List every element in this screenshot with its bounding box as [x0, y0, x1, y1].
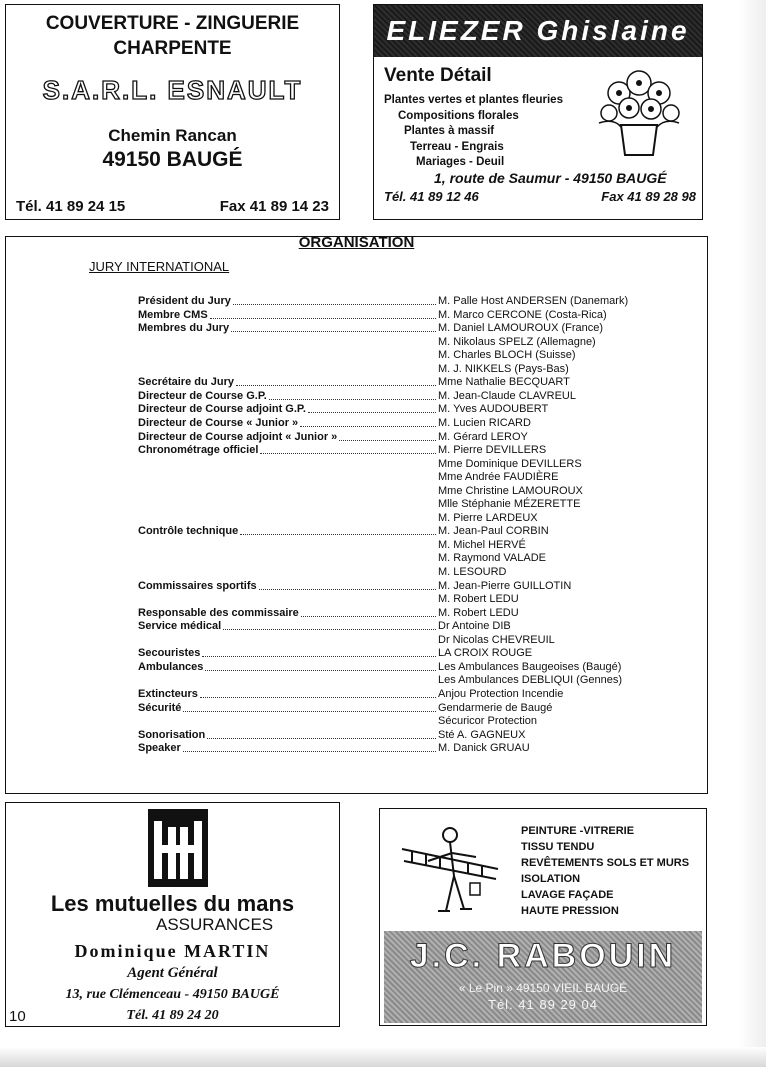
ad-eliezer-item: Plantes vertes et plantes fleuries [384, 94, 563, 106]
page-edge-shadow [738, 0, 766, 1067]
dot-leader [202, 646, 436, 657]
organisation-role: Sonorisation [138, 728, 206, 741]
ad-mutuelles-role: Agent Général [127, 965, 218, 981]
ad-couverture [5, 4, 340, 220]
organisation-role: Directeur de Course adjoint G.P. [138, 403, 306, 416]
ad-mutuelles-sub: ASSURANCES [156, 915, 274, 934]
ad-eliezer-items [384, 93, 563, 171]
organisation-person: M. Charles BLOCH (Suisse) [438, 349, 576, 362]
ad-eliezer [373, 4, 703, 220]
organisation-title: ORGANISATION [298, 234, 415, 251]
organisation-person: Dr Nicolas CHEVREUIL [438, 633, 555, 646]
organisation-person: M. Gérard LEROY [438, 430, 528, 443]
organisation-person: Mme Nathalie BECQUART [438, 376, 570, 389]
dot-leader [300, 416, 436, 427]
organisation-role: Directeur de Course « Junior » [138, 416, 299, 429]
organisation-person: M. Michel HERVÉ [438, 538, 526, 551]
organisation-person: LA CROIX ROUGE [438, 647, 533, 660]
organisation-person: M. Nikolaus SPELZ (Allemagne) [438, 335, 596, 348]
organisation-role: Sécurité [138, 701, 182, 714]
dot-leader [233, 294, 436, 305]
organisation-person: M. Pierre DEVILLERS [438, 444, 547, 457]
ad-couverture-fax: Fax 41 89 14 23 [219, 198, 329, 215]
ad-eliezer-item: Compositions florales [398, 109, 519, 122]
organisation-person: Mme Andrée FAUDIÈRE [438, 471, 559, 484]
organisation-person: M. Jean-Claude CLAVREUL [438, 389, 576, 402]
dot-leader [308, 402, 436, 413]
page-number: 10 [9, 1008, 26, 1025]
ad-eliezer-item: Terreau - Engrais [410, 140, 504, 153]
organisation-role: Président du Jury [138, 295, 231, 307]
dot-leader [260, 443, 436, 454]
ad-mutuelles-tel: Tél. 41 89 24 20 [126, 1008, 219, 1023]
organisation-person: M. Robert LEDU [438, 593, 519, 606]
ad-rabouin-tel: Tél. 41 89 29 04 [488, 997, 598, 1012]
organisation-person: M. LESOURD [438, 566, 507, 578]
dot-leader [236, 375, 436, 386]
ad-couverture-company: S.A.R.L. ESNAULT [42, 75, 303, 105]
organisation-person: Mme Christine LAMOUROUX [438, 484, 583, 497]
organisation-person: M. Palle Host ANDERSEN (Danemark) [438, 295, 629, 307]
organisation-role: Speaker [138, 742, 181, 755]
ad-couverture-city: 49150 BAUGÉ [102, 148, 243, 171]
dot-leader [205, 660, 436, 671]
organisation-person: Les Ambulances DEBLIQUI (Gennes) [438, 674, 623, 687]
ad-eliezer-address: 1, route de Saumur - 49150 BAUGÉ [434, 170, 667, 186]
organisation-role: Secouristes [138, 647, 201, 660]
ad-mutuelles-agent: Dominique MARTIN [74, 941, 271, 961]
dot-leader [231, 321, 436, 332]
organisation-role: Responsable des commissaire [138, 606, 299, 619]
organisation-role: Membre CMS [138, 308, 208, 321]
organisation-person: M. Robert LEDU [438, 606, 519, 619]
mm-logo-icon [146, 807, 210, 889]
organisation-role: Chronométrage officiel [138, 444, 259, 457]
ad-couverture-line1: COUVERTURE - ZINGUERIE [45, 13, 300, 34]
organisation-person: Les Ambulances Baugeoises (Baugé) [438, 660, 622, 673]
ad-eliezer-tel: Tél. 41 89 12 46 [384, 189, 479, 204]
dot-leader [223, 619, 436, 630]
organisation-person: M. Jean-Pierre GUILLOTIN [438, 579, 572, 592]
organisation-role: Ambulances [138, 660, 204, 673]
ad-couverture-tel: Tél. 41 89 24 15 [16, 198, 126, 215]
organisation-person: M. Yves AUDOUBERT [438, 403, 549, 416]
ad-eliezer-banner [374, 5, 702, 57]
dot-leader [183, 741, 436, 752]
dot-leader [207, 728, 436, 739]
organisation-role: Directeur de Course G.P. [138, 389, 267, 402]
ad-rabouin-service: TISSU TENDU [521, 841, 595, 853]
dot-leader [339, 430, 436, 441]
ad-rabouin-name: J.C. RABOUIN [409, 937, 677, 975]
ad-rabouin-address: « Le Pin » 49150 VIEIL BAUGÉ [458, 981, 628, 995]
organisation-role: Membres du Jury [138, 322, 230, 335]
ad-mutuelles-address: 13, rue Clémenceau - 49150 BAUGÉ [65, 987, 280, 1002]
organisation-person: M. Pierre LARDEUX [438, 511, 538, 524]
dot-leader [200, 687, 436, 698]
ad-eliezer-item: Plantes à massif [404, 125, 495, 137]
ad-eliezer-fax: Fax 41 89 28 98 [601, 189, 696, 204]
ad-rabouin [379, 808, 707, 1026]
ad-eliezer-heading: Vente Détail [384, 65, 492, 86]
ad-rabouin-banner [384, 931, 702, 1023]
organisation-subtitle: JURY INTERNATIONAL [89, 259, 230, 274]
organisation-person: M. Lucien RICARD [438, 416, 531, 429]
organisation-person: Sté A. GAGNEUX [438, 728, 526, 741]
ad-eliezer-name: ELIEZER Ghislaine [386, 15, 690, 46]
ad-mutuelles [5, 802, 340, 1027]
organisation-role: Commissaires sportifs [138, 579, 257, 592]
organisation-person: M. Marco CERCONE (Costa-Rica) [438, 308, 607, 321]
ad-rabouin-service: LAVAGE FAÇADE [521, 889, 614, 901]
organisation-role: Secrétaire du Jury [138, 376, 234, 389]
ad-eliezer-item: Mariages - Deuil [416, 156, 505, 168]
flower-pot-icon [589, 63, 689, 159]
organisation-person: M. Jean-Paul CORBIN [438, 525, 549, 538]
painter-ladder-icon [398, 821, 508, 921]
organisation-section [5, 236, 708, 794]
dot-leader [183, 701, 436, 712]
dot-leader [240, 524, 436, 535]
organisation-person: M. Daniel LAMOUROUX (France) [438, 322, 604, 335]
ad-rabouin-service: REVÊTEMENTS SOLS ET MURS [521, 857, 690, 869]
ad-rabouin-service: PEINTURE -VITRERIE [521, 825, 635, 837]
organisation-person: M. Danick GRUAU [438, 742, 530, 755]
ad-couverture-street: Chemin Rancan [108, 126, 237, 145]
organisation-person: Anjou Protection Incendie [438, 687, 564, 700]
organisation-person: Mlle Stéphanie MÉZERETTE [438, 498, 581, 511]
organisation-person: M. Raymond VALADE [438, 552, 547, 565]
organisation-person: M. J. NIKKELS (Pays-Bas) [438, 362, 569, 375]
organisation-person: Gendarmerie de Baugé [438, 701, 553, 714]
ad-rabouin-service: ISOLATION [521, 873, 581, 885]
page-bottom-shadow [0, 1047, 766, 1067]
ad-mutuelles-name: Les mutuelles du mans [50, 891, 295, 916]
organisation-person: Sécuricor Protection [438, 715, 538, 728]
organisation-role: Directeur de Course adjoint « Junior » [138, 430, 338, 443]
ad-couverture-line2: CHARPENTE [113, 38, 232, 59]
ad-rabouin-service: HAUTE PRESSION [521, 905, 619, 917]
dot-leader [210, 308, 436, 319]
organisation-role: Contrôle technique [138, 525, 239, 538]
dot-leader [269, 389, 436, 400]
organisation-role: Extincteurs [138, 687, 198, 700]
organisation-person: Dr Antoine DIB [438, 620, 511, 633]
organisation-person: Mme Dominique DEVILLERS [438, 457, 582, 470]
organisation-role: Service médical [138, 620, 222, 633]
dot-leader [301, 606, 436, 617]
dot-leader [259, 579, 436, 590]
